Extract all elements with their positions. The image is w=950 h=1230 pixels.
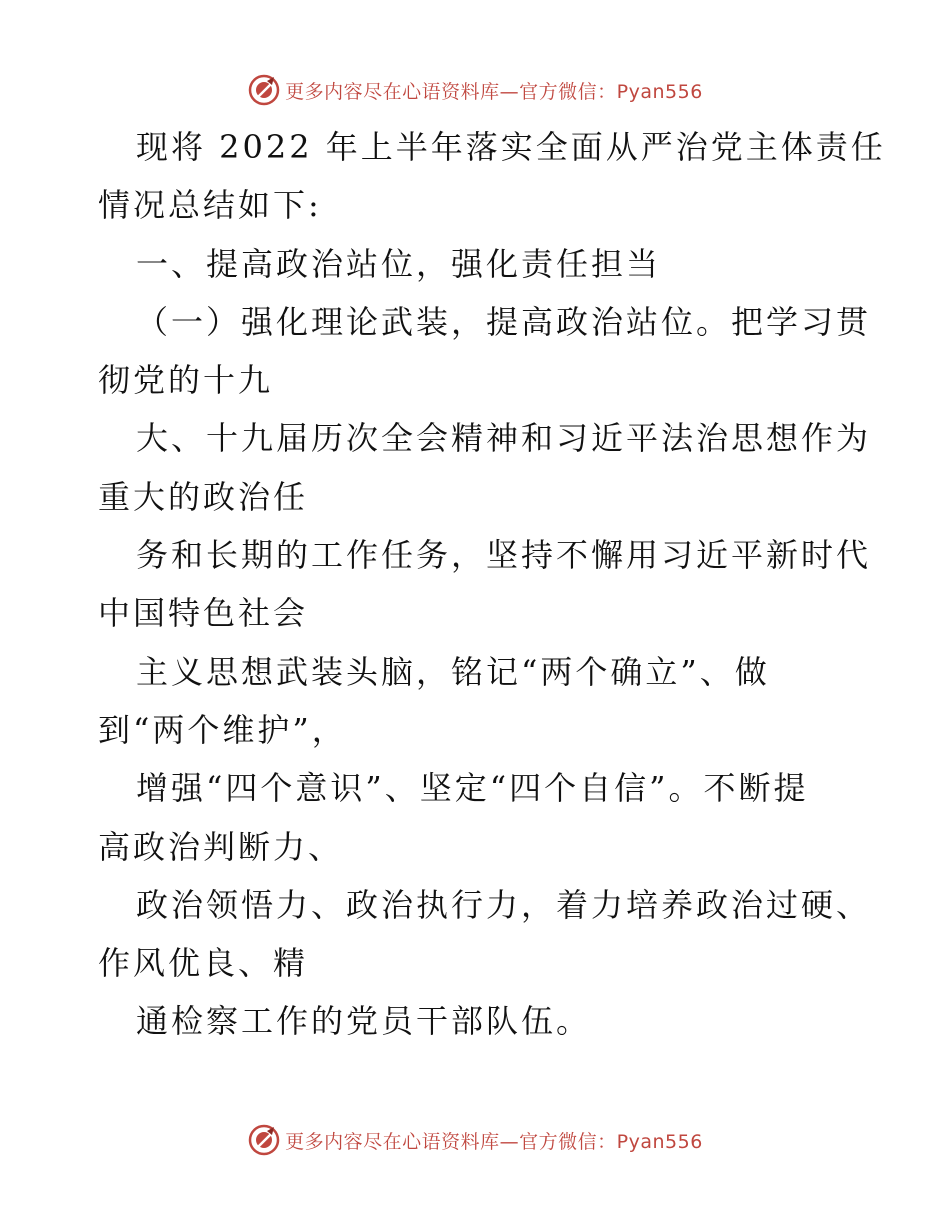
header-watermark — [0, 70, 950, 110]
text-line: 情况总结如下: — [98, 186, 322, 225]
brand-logo-icon — [247, 1123, 281, 1157]
text-line: 一、提高政治站位，强化责任担当 — [136, 244, 662, 283]
brand-logo-icon — [247, 73, 281, 107]
text-line: 通检察工作的党员干部队伍。 — [136, 1002, 592, 1041]
text-line: 务和长期的工作任务，坚持不懈用习近平新时代 — [136, 536, 872, 575]
text-line: 彻党的十九 — [98, 361, 274, 400]
text-line: 大、十九届历次全会精神和习近平法治思想作为 — [136, 419, 872, 458]
text-line: （一）强化理论武装，提高政治站位。把学习贯 — [136, 302, 872, 341]
document-body — [98, 118, 886, 1051]
text-line: 现将 2022 年上半年落实全面从严治党主体责任 — [136, 128, 886, 166]
text-line: 高政治判断力、 — [98, 827, 344, 866]
header-watermark-text: 更多内容尽在心语资料库—官方微信：Pyan556 — [285, 80, 703, 103]
text-line: 到“两个维护”， — [98, 710, 347, 749]
footer-watermark — [0, 1120, 950, 1160]
text-line: 政治领悟力、政治执行力，着力培养政治过硬、 — [136, 885, 872, 924]
text-line: 增强“四个意识”、坚定“四个自信”。不断提 — [136, 769, 809, 808]
footer-watermark-text: 更多内容尽在心语资料库—官方微信：Pyan556 — [285, 1130, 703, 1153]
text-line: 中国特色社会 — [98, 594, 309, 633]
text-line: 作风优良、精 — [98, 944, 309, 983]
text-line: 主义思想武装头脑，铭记“两个确立”、做 — [136, 652, 770, 691]
text-line: 重大的政治任 — [98, 477, 309, 516]
